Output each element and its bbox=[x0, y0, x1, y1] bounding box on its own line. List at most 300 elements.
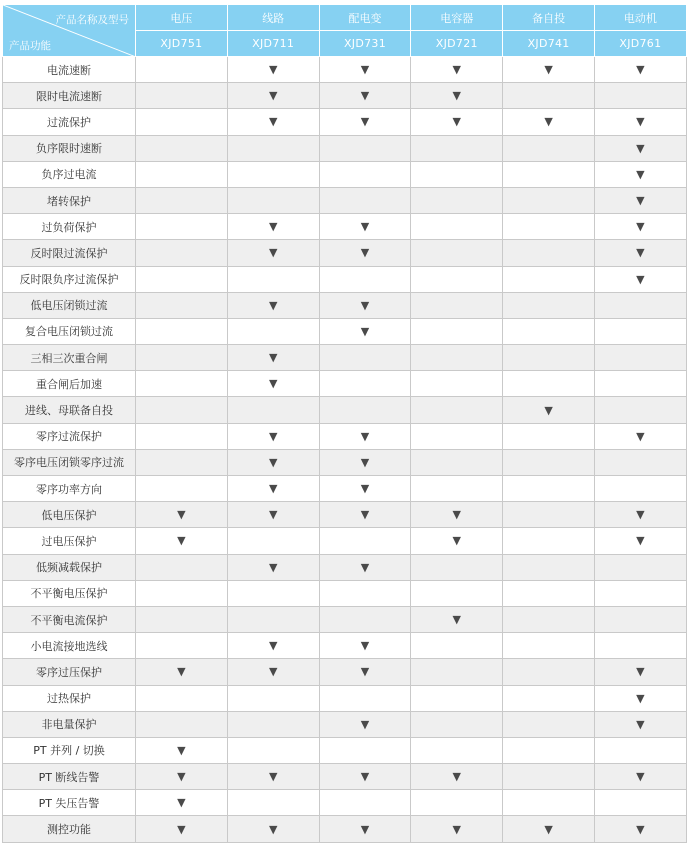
supported-marker-icon: ▼ bbox=[452, 508, 462, 522]
support-cell bbox=[319, 711, 411, 737]
support-cell bbox=[136, 554, 228, 580]
support-cell bbox=[136, 318, 228, 344]
supported-marker-icon: ▼ bbox=[268, 429, 278, 443]
table-row bbox=[3, 109, 687, 135]
support-cell bbox=[411, 423, 503, 449]
supported-marker-icon: ▼ bbox=[452, 822, 462, 836]
support-cell bbox=[594, 606, 686, 632]
support-cell bbox=[594, 397, 686, 423]
support-cell bbox=[411, 790, 503, 816]
support-cell bbox=[319, 371, 411, 397]
supported-marker-icon: ▼ bbox=[360, 455, 370, 469]
table-row bbox=[3, 57, 687, 83]
table-row bbox=[3, 606, 687, 632]
support-cell bbox=[594, 790, 686, 816]
support-cell bbox=[503, 476, 595, 502]
support-cell bbox=[227, 764, 319, 790]
support-cell bbox=[319, 737, 411, 763]
support-cell bbox=[227, 187, 319, 213]
function-name-cell: 过电压保护 bbox=[3, 528, 136, 554]
table-row bbox=[3, 528, 687, 554]
supported-marker-icon: ▼ bbox=[636, 194, 645, 208]
model-header: XJD751 bbox=[136, 31, 228, 57]
supported-marker-icon: ▼ bbox=[177, 822, 186, 836]
support-cell bbox=[411, 266, 503, 292]
support-cell bbox=[319, 554, 411, 580]
support-cell bbox=[411, 580, 503, 606]
support-cell bbox=[136, 57, 228, 83]
supported-marker-icon: ▼ bbox=[636, 665, 645, 679]
function-name-cell: 负序限时速断 bbox=[3, 135, 136, 161]
support-cell bbox=[227, 476, 319, 502]
support-cell bbox=[503, 397, 595, 423]
support-cell bbox=[319, 214, 411, 240]
support-cell bbox=[411, 659, 503, 685]
support-cell bbox=[227, 711, 319, 737]
support-cell bbox=[503, 109, 595, 135]
support-cell bbox=[411, 737, 503, 763]
support-cell bbox=[227, 502, 319, 528]
support-cell bbox=[411, 554, 503, 580]
support-cell bbox=[594, 214, 686, 240]
support-cell bbox=[594, 240, 686, 266]
function-name-cell: 过流保护 bbox=[3, 109, 136, 135]
function-name-cell: 负序过电流 bbox=[3, 161, 136, 187]
support-cell bbox=[136, 135, 228, 161]
table-row bbox=[3, 345, 687, 371]
model-header: XJD761 bbox=[594, 31, 686, 57]
category-header: 备自投 bbox=[503, 5, 595, 31]
supported-marker-icon: ▼ bbox=[268, 115, 278, 129]
category-header: 电容器 bbox=[411, 5, 503, 31]
supported-marker-icon: ▼ bbox=[360, 324, 370, 338]
support-cell bbox=[594, 449, 686, 475]
product-function-table bbox=[2, 4, 687, 843]
support-cell bbox=[136, 292, 228, 318]
supported-marker-icon: ▼ bbox=[636, 141, 645, 155]
support-cell bbox=[411, 371, 503, 397]
table-header bbox=[3, 5, 687, 57]
support-cell bbox=[503, 161, 595, 187]
function-name-cell: 不平衡电压保护 bbox=[3, 580, 136, 606]
support-cell bbox=[411, 711, 503, 737]
support-cell bbox=[319, 816, 411, 842]
support-cell bbox=[503, 790, 595, 816]
support-cell bbox=[594, 580, 686, 606]
support-cell bbox=[319, 633, 411, 659]
support-cell bbox=[227, 528, 319, 554]
support-cell bbox=[136, 83, 228, 109]
support-cell bbox=[411, 528, 503, 554]
supported-marker-icon: ▼ bbox=[268, 455, 278, 469]
support-cell bbox=[503, 240, 595, 266]
support-cell bbox=[594, 292, 686, 318]
support-cell bbox=[136, 476, 228, 502]
supported-marker-icon: ▼ bbox=[636, 246, 645, 260]
supported-marker-icon: ▼ bbox=[636, 770, 645, 784]
support-cell bbox=[411, 187, 503, 213]
header-category-row bbox=[3, 5, 687, 31]
support-cell bbox=[319, 266, 411, 292]
support-cell bbox=[136, 187, 228, 213]
support-cell bbox=[136, 633, 228, 659]
function-name-cell: 零序功率方向 bbox=[3, 476, 136, 502]
support-cell bbox=[503, 266, 595, 292]
supported-marker-icon: ▼ bbox=[544, 822, 553, 836]
support-cell bbox=[136, 790, 228, 816]
support-cell bbox=[594, 161, 686, 187]
table-row bbox=[3, 161, 687, 187]
supported-marker-icon: ▼ bbox=[177, 534, 186, 548]
table-row bbox=[3, 214, 687, 240]
support-cell bbox=[503, 816, 595, 842]
support-cell bbox=[411, 214, 503, 240]
supported-marker-icon: ▼ bbox=[544, 115, 553, 129]
support-cell bbox=[411, 292, 503, 318]
function-name-cell: 低电压闭锁过流 bbox=[3, 292, 136, 318]
support-cell bbox=[136, 109, 228, 135]
support-cell bbox=[594, 816, 686, 842]
function-name-cell: 复合电压闭锁过流 bbox=[3, 318, 136, 344]
supported-marker-icon: ▼ bbox=[636, 534, 645, 548]
support-cell bbox=[503, 423, 595, 449]
support-cell bbox=[319, 109, 411, 135]
function-name-cell: 零序过流保护 bbox=[3, 423, 136, 449]
support-cell bbox=[227, 135, 319, 161]
function-name-cell: 小电流接地选线 bbox=[3, 633, 136, 659]
supported-marker-icon: ▼ bbox=[452, 534, 462, 548]
supported-marker-icon: ▼ bbox=[360, 298, 370, 312]
support-cell bbox=[503, 737, 595, 763]
support-cell bbox=[503, 83, 595, 109]
function-table-container bbox=[2, 4, 686, 843]
support-cell bbox=[411, 109, 503, 135]
table-row bbox=[3, 790, 687, 816]
function-name-cell: PT 断线告警 bbox=[3, 764, 136, 790]
support-cell bbox=[227, 292, 319, 318]
function-name-cell: 重合闸后加速 bbox=[3, 371, 136, 397]
support-cell bbox=[594, 345, 686, 371]
supported-marker-icon: ▼ bbox=[268, 770, 278, 784]
supported-marker-icon: ▼ bbox=[268, 298, 278, 312]
supported-marker-icon: ▼ bbox=[360, 560, 370, 574]
supported-marker-icon: ▼ bbox=[360, 770, 370, 784]
supported-marker-icon: ▼ bbox=[268, 63, 278, 77]
support-cell bbox=[411, 318, 503, 344]
support-cell bbox=[594, 554, 686, 580]
support-cell bbox=[503, 318, 595, 344]
supported-marker-icon: ▼ bbox=[544, 403, 553, 417]
support-cell bbox=[227, 816, 319, 842]
supported-marker-icon: ▼ bbox=[636, 717, 645, 731]
model-header: XJD711 bbox=[227, 31, 319, 57]
support-cell bbox=[136, 371, 228, 397]
support-cell bbox=[411, 685, 503, 711]
support-cell bbox=[319, 240, 411, 266]
supported-marker-icon: ▼ bbox=[360, 639, 370, 653]
support-cell bbox=[136, 580, 228, 606]
support-cell bbox=[411, 449, 503, 475]
function-name-cell: 反时限过流保护 bbox=[3, 240, 136, 266]
supported-marker-icon: ▼ bbox=[268, 89, 278, 103]
support-cell bbox=[227, 685, 319, 711]
support-cell bbox=[594, 502, 686, 528]
supported-marker-icon: ▼ bbox=[268, 351, 278, 365]
support-cell bbox=[411, 606, 503, 632]
support-cell bbox=[227, 57, 319, 83]
function-name-cell: 零序过压保护 bbox=[3, 659, 136, 685]
function-name-cell: 零序电压闭锁零序过流 bbox=[3, 449, 136, 475]
category-header: 电动机 bbox=[594, 5, 686, 31]
support-cell bbox=[319, 345, 411, 371]
support-cell bbox=[227, 449, 319, 475]
support-cell bbox=[411, 476, 503, 502]
support-cell bbox=[503, 633, 595, 659]
supported-marker-icon: ▼ bbox=[360, 508, 370, 522]
function-name-cell: 过热保护 bbox=[3, 685, 136, 711]
support-cell bbox=[319, 423, 411, 449]
support-cell bbox=[319, 659, 411, 685]
support-cell bbox=[503, 659, 595, 685]
function-name-cell: PT 失压告警 bbox=[3, 790, 136, 816]
support-cell bbox=[227, 737, 319, 763]
function-name-cell: 反时限负序过流保护 bbox=[3, 266, 136, 292]
support-cell bbox=[136, 659, 228, 685]
table-row bbox=[3, 266, 687, 292]
support-cell bbox=[594, 135, 686, 161]
supported-marker-icon: ▼ bbox=[177, 770, 186, 784]
support-cell bbox=[411, 502, 503, 528]
support-cell bbox=[503, 135, 595, 161]
support-cell bbox=[594, 318, 686, 344]
function-name-cell: PT 并列 / 切换 bbox=[3, 737, 136, 763]
table-row bbox=[3, 318, 687, 344]
support-cell bbox=[136, 240, 228, 266]
support-cell bbox=[319, 580, 411, 606]
function-name-cell: 低电压保护 bbox=[3, 502, 136, 528]
support-cell bbox=[411, 397, 503, 423]
supported-marker-icon: ▼ bbox=[177, 796, 186, 810]
support-cell bbox=[227, 633, 319, 659]
header-corner-cell bbox=[3, 5, 136, 57]
support-cell bbox=[136, 397, 228, 423]
support-cell bbox=[411, 816, 503, 842]
support-cell bbox=[411, 135, 503, 161]
supported-marker-icon: ▼ bbox=[452, 613, 462, 627]
support-cell bbox=[136, 449, 228, 475]
support-cell bbox=[594, 764, 686, 790]
support-cell bbox=[594, 57, 686, 83]
support-cell bbox=[319, 790, 411, 816]
support-cell bbox=[227, 109, 319, 135]
support-cell bbox=[227, 790, 319, 816]
supported-marker-icon: ▼ bbox=[636, 272, 645, 286]
supported-marker-icon: ▼ bbox=[452, 115, 462, 129]
support-cell bbox=[503, 449, 595, 475]
support-cell bbox=[503, 764, 595, 790]
supported-marker-icon: ▼ bbox=[268, 665, 278, 679]
support-cell bbox=[319, 476, 411, 502]
supported-marker-icon: ▼ bbox=[360, 115, 370, 129]
supported-marker-icon: ▼ bbox=[360, 665, 370, 679]
support-cell bbox=[136, 737, 228, 763]
corner-function-label: 产品功能 bbox=[9, 40, 51, 52]
support-cell bbox=[319, 449, 411, 475]
support-cell bbox=[503, 711, 595, 737]
table-row bbox=[3, 371, 687, 397]
support-cell bbox=[319, 685, 411, 711]
support-cell bbox=[136, 214, 228, 240]
corner-product-label: 产品名称及型号 bbox=[55, 14, 129, 26]
category-header: 电压 bbox=[136, 5, 228, 31]
table-row bbox=[3, 423, 687, 449]
function-name-cell: 限时电流速断 bbox=[3, 83, 136, 109]
support-cell bbox=[503, 554, 595, 580]
table-row bbox=[3, 83, 687, 109]
category-header: 配电变 bbox=[319, 5, 411, 31]
support-cell bbox=[594, 528, 686, 554]
support-cell bbox=[319, 187, 411, 213]
function-name-cell: 测控功能 bbox=[3, 816, 136, 842]
support-cell bbox=[319, 57, 411, 83]
supported-marker-icon: ▼ bbox=[636, 691, 645, 705]
table-row bbox=[3, 187, 687, 213]
support-cell bbox=[136, 528, 228, 554]
support-cell bbox=[411, 83, 503, 109]
support-cell bbox=[503, 345, 595, 371]
supported-marker-icon: ▼ bbox=[636, 508, 645, 522]
support-cell bbox=[319, 318, 411, 344]
support-cell bbox=[227, 345, 319, 371]
support-cell bbox=[594, 633, 686, 659]
table-row bbox=[3, 554, 687, 580]
support-cell bbox=[227, 161, 319, 187]
table-row bbox=[3, 135, 687, 161]
model-header: XJD741 bbox=[503, 31, 595, 57]
supported-marker-icon: ▼ bbox=[360, 246, 370, 260]
support-cell bbox=[136, 711, 228, 737]
supported-marker-icon: ▼ bbox=[636, 63, 645, 77]
support-cell bbox=[503, 371, 595, 397]
support-cell bbox=[594, 83, 686, 109]
supported-marker-icon: ▼ bbox=[177, 508, 186, 522]
support-cell bbox=[503, 57, 595, 83]
support-cell bbox=[594, 109, 686, 135]
support-cell bbox=[319, 606, 411, 632]
supported-marker-icon: ▼ bbox=[360, 482, 370, 496]
supported-marker-icon: ▼ bbox=[177, 743, 186, 757]
table-row bbox=[3, 659, 687, 685]
supported-marker-icon: ▼ bbox=[268, 220, 278, 234]
support-cell bbox=[411, 633, 503, 659]
supported-marker-icon: ▼ bbox=[452, 770, 462, 784]
support-cell bbox=[594, 476, 686, 502]
supported-marker-icon: ▼ bbox=[544, 63, 553, 77]
support-cell bbox=[503, 502, 595, 528]
table-row bbox=[3, 397, 687, 423]
supported-marker-icon: ▼ bbox=[268, 508, 278, 522]
supported-marker-icon: ▼ bbox=[268, 560, 278, 574]
function-name-cell: 进线、母联备自投 bbox=[3, 397, 136, 423]
table-row bbox=[3, 764, 687, 790]
supported-marker-icon: ▼ bbox=[268, 482, 278, 496]
supported-marker-icon: ▼ bbox=[636, 429, 645, 443]
table-row bbox=[3, 816, 687, 842]
support-cell bbox=[227, 397, 319, 423]
table-row bbox=[3, 240, 687, 266]
function-name-cell: 不平衡电流保护 bbox=[3, 606, 136, 632]
model-header: XJD731 bbox=[319, 31, 411, 57]
support-cell bbox=[227, 214, 319, 240]
support-cell bbox=[503, 580, 595, 606]
support-cell bbox=[227, 659, 319, 685]
support-cell bbox=[136, 685, 228, 711]
support-cell bbox=[227, 240, 319, 266]
table-row bbox=[3, 711, 687, 737]
supported-marker-icon: ▼ bbox=[360, 717, 370, 731]
support-cell bbox=[136, 816, 228, 842]
supported-marker-icon: ▼ bbox=[360, 822, 370, 836]
support-cell bbox=[503, 292, 595, 318]
support-cell bbox=[319, 502, 411, 528]
table-body bbox=[3, 57, 687, 843]
support-cell bbox=[136, 764, 228, 790]
supported-marker-icon: ▼ bbox=[636, 167, 645, 181]
function-name-cell: 低频减载保护 bbox=[3, 554, 136, 580]
support-cell bbox=[594, 711, 686, 737]
supported-marker-icon: ▼ bbox=[268, 639, 278, 653]
support-cell bbox=[594, 737, 686, 763]
table-row bbox=[3, 292, 687, 318]
support-cell bbox=[136, 606, 228, 632]
support-cell bbox=[319, 135, 411, 161]
support-cell bbox=[319, 764, 411, 790]
support-cell bbox=[319, 83, 411, 109]
support-cell bbox=[411, 764, 503, 790]
table-row bbox=[3, 685, 687, 711]
supported-marker-icon: ▼ bbox=[636, 822, 645, 836]
supported-marker-icon: ▼ bbox=[452, 63, 462, 77]
support-cell bbox=[319, 292, 411, 318]
support-cell bbox=[227, 371, 319, 397]
table-row bbox=[3, 737, 687, 763]
supported-marker-icon: ▼ bbox=[177, 665, 186, 679]
supported-marker-icon: ▼ bbox=[636, 220, 645, 234]
table-row bbox=[3, 633, 687, 659]
support-cell bbox=[503, 214, 595, 240]
function-name-cell: 电流速断 bbox=[3, 57, 136, 83]
support-cell bbox=[227, 83, 319, 109]
support-cell bbox=[319, 397, 411, 423]
support-cell bbox=[227, 423, 319, 449]
support-cell bbox=[503, 528, 595, 554]
support-cell bbox=[594, 371, 686, 397]
support-cell bbox=[411, 240, 503, 266]
support-cell bbox=[594, 187, 686, 213]
function-name-cell: 堵转保护 bbox=[3, 187, 136, 213]
support-cell bbox=[227, 318, 319, 344]
table-row bbox=[3, 476, 687, 502]
supported-marker-icon: ▼ bbox=[360, 220, 370, 234]
support-cell bbox=[227, 554, 319, 580]
support-cell bbox=[503, 606, 595, 632]
supported-marker-icon: ▼ bbox=[360, 429, 370, 443]
support-cell bbox=[319, 528, 411, 554]
model-header: XJD721 bbox=[411, 31, 503, 57]
supported-marker-icon: ▼ bbox=[268, 822, 278, 836]
category-header: 线路 bbox=[227, 5, 319, 31]
support-cell bbox=[594, 266, 686, 292]
